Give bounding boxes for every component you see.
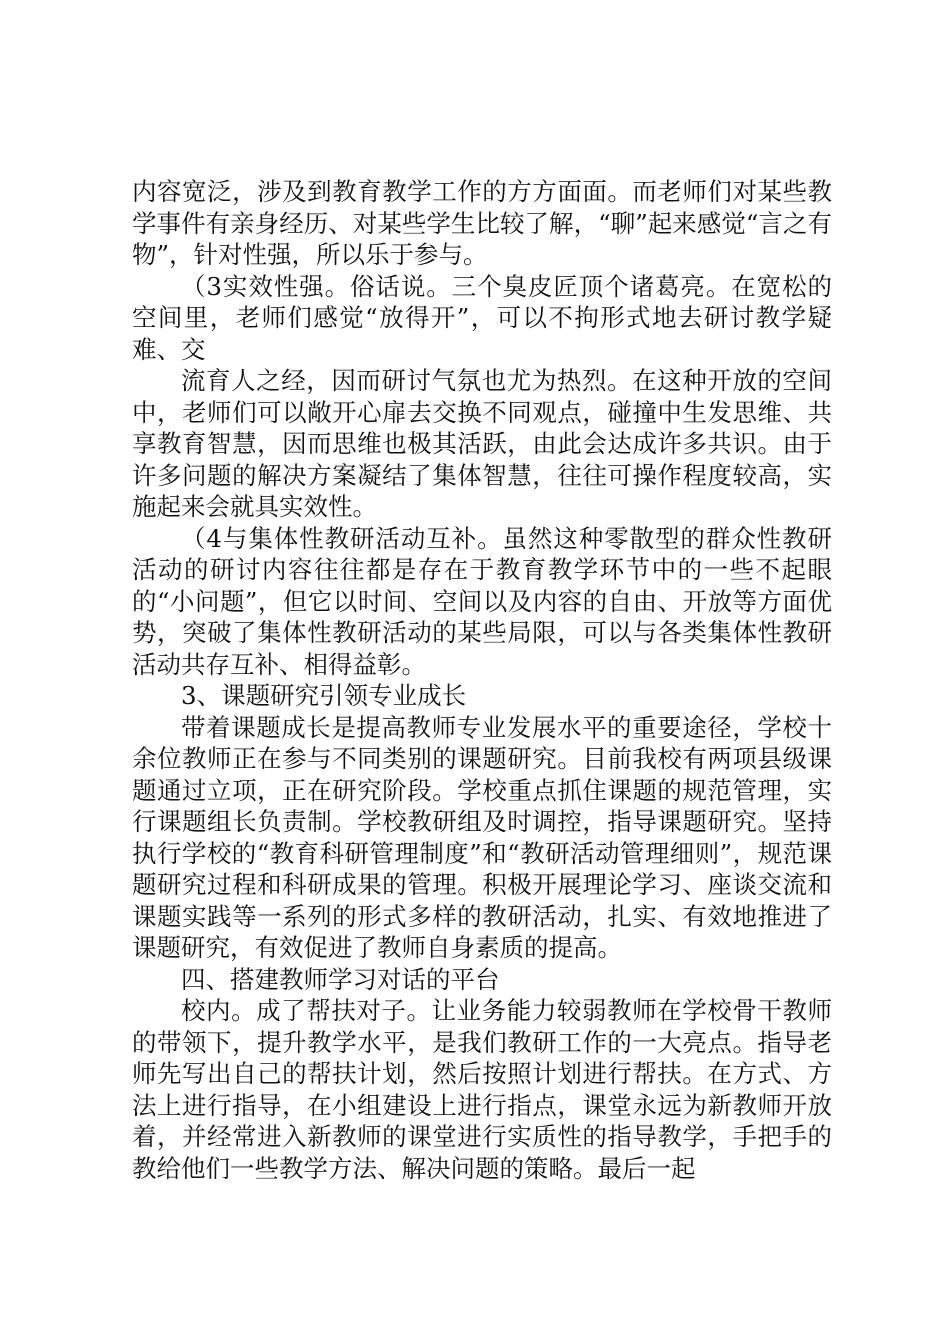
paragraph-1: 内容宽泛，涉及到教育教学工作的方方面面。而老师们对某些教学事件有亲身经历、对某些学生比较了解，“聊”起来感觉“言之有物”，针对性强，所以乐于参与。 — [132, 177, 832, 269]
section-heading-3: 3、课题研究引领专业成长 — [181, 681, 467, 710]
paragraph-3: 流育人之经，因而研讨气氛也尤为热烈。在这种开放的空间中，老师们可以敞开心扉去交换不同观点，碰撞中生发思维、共享教育智慧，因而思维也极其活跃，由此会达成许多共识。由于许多问题的解决方案凝结了集体智慧，往往可操作程度较高，实施起来会就具实效性。 — [132, 366, 832, 521]
document-page — [132, 176, 832, 1184]
paragraph-5: 带着课题成长是提高教师专业发展水平的重要途径，学校十余位教师正在参与不同类别的课题研究。目前我校有两项县级课题通过立项，正在研究阶段。学校重点抓住课题的规范管理，实行课题组长负责制。学校教研组及时调控，指导课题研究。坚持执行学校的“教育科研管理制度”和“教研活动管理细则”，规范课题研究过程和科研成果的管理。积极开展理论学习、座谈交流和课题实践等一系列的形式多样的教研活动，扎实、有效地推进了课题研究，有效促进了教师自身素质的提高。 — [132, 712, 832, 962]
paragraph-2: （3实效性强。俗话说。三个臭皮匠顶个诸葛亮。在宽松的空间里，老师们感觉“放得开”，可以不拘形式地去研讨教学疑难、交 — [132, 271, 832, 364]
paragraph-4: （4与集体性教研活动互补。虽然这种零散型的群众性教研活动的研讨内容往往都是存在于教育教学环节中的一些不起眼的“小问题”，但它以时间、空间以及内容的自由、开放等方面优势，突破了集体性教研活动的某些局限，可以与各类集体性教研活动共存互补、相得益彰。 — [132, 523, 832, 679]
section-heading-4: 四、搭建教师学习对话的平台 — [181, 964, 500, 994]
paragraph-6: 校内。成了帮扶对子。让业务能力较弱教师在学校骨干教师的带领下，提升教学水平，是我们教研工作的一大亮点。指导老师先写出自己的帮扶计划，然后按照计划进行帮扶。在方式、方法上进行指导，在小组建设上进行指点，课堂永远为新教师开放着，并经常进入新教师的课堂进行实质性的指导教学，手把手的教给他们一些教学方法、解决问题的策略。最后一起 — [132, 996, 832, 1183]
